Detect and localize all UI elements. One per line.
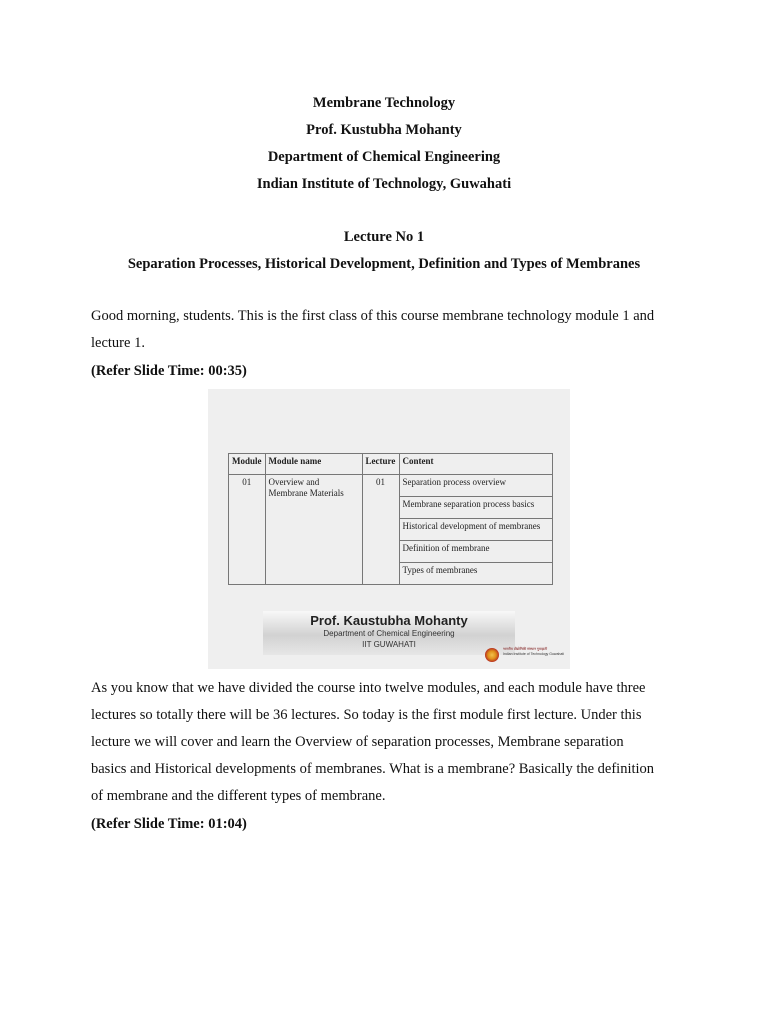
column-header-content: Content [399,454,552,475]
body-paragraph [91,675,679,810]
content-cell: Types of membranes [399,563,552,585]
module-table [228,453,553,585]
refer-slide-time-1: (Refer Slide Time: 00:35) [91,363,247,379]
lecture-title: Separation Processes, Historical Development, Definition and Types of Membranes [127,256,641,272]
course-title: Membrane Technology [312,95,456,111]
intro-line-2: lecture 1. [91,335,145,351]
table-header-row [229,454,553,475]
body-line: lecture we will cover and learn the Overview of separation processes, Membrane separation [91,734,624,750]
slide-department-name: Department of Chemical Engineering [323,629,455,638]
body-line: As you know that we have divided the course into twelve modules, and each module have three [91,680,646,696]
refer-slide-time-2: (Refer Slide Time: 01:04) [91,816,247,832]
lecture-number-cell: 01 [362,475,399,585]
intro-paragraph [91,303,679,357]
slide-professor-name: Prof. Kaustubha Mohanty [310,613,468,628]
column-header-module: Module [229,454,266,475]
table-row [229,475,553,497]
logo-caption-hindi: भारतीय प्रौद्योगिकी संस्थान गुवाहाटी [503,647,548,651]
content-cell: Separation process overview [399,475,552,497]
body-line: basics and Historical developments of membranes. What is a membrane? Basically the definition [91,761,655,777]
column-header-module-name: Module name [265,454,362,475]
logo-caption [503,647,564,656]
module-name-cell: Overview and Membrane Materials [265,475,362,585]
body-line: of membrane and the different types of membrane. [91,788,386,804]
module-number-cell: 01 [229,475,266,585]
content-cell: Definition of membrane [399,541,552,563]
lecture-number: Lecture No 1 [343,229,425,245]
professor-name: Prof. Kustubha Mohanty [306,122,462,138]
logo-caption-english: Indian Institute of Technology Guwahati [503,651,565,656]
column-header-lecture: Lecture [362,454,399,475]
slide-institute-name: IIT GUWAHATI [362,640,416,649]
slide-image [208,389,570,669]
content-cell: Historical development of membranes [399,519,552,541]
institute-name: Indian Institute of Technology, Guwahati [256,176,512,192]
content-cell: Membrane separation process basics [399,497,552,519]
iit-guwahati-logo-icon [485,648,499,662]
department-name: Department of Chemical Engineering [267,149,501,165]
intro-line-1: Good morning, students. This is the first class of this course membrane technology module 1 and [91,308,655,324]
body-line: lectures so totally there will be 36 lectures. So today is the first module first lecture. Under this [91,707,642,723]
